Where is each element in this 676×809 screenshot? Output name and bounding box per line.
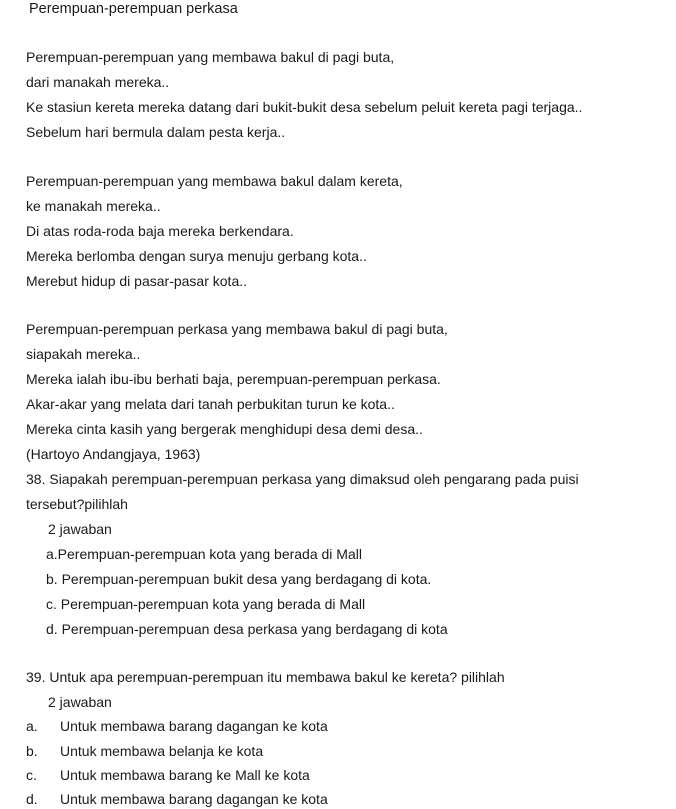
- stanza-3-line-1: Perempuan-perempuan perkasa yang membawa bakul di pagi buta,: [26, 321, 448, 337]
- question-38-option-c[interactable]: c. Perempuan-perempuan kota yang berada di Mall: [46, 596, 366, 612]
- option-text: Untuk membawa barang dagangan ke kota: [60, 718, 328, 734]
- option-text: Untuk membawa barang dagangan ke kota: [60, 791, 328, 807]
- stanza-3-line-3: Mereka ialah ibu-ibu berhati baja, perempuan-perempuan perkasa.: [26, 371, 441, 387]
- option-label: d.: [26, 791, 38, 807]
- stanza-1-line-3: Ke stasiun kereta mereka datang dari bukit-bukit desa sebelum peluit kereta pagi terjaga..: [26, 99, 583, 115]
- poem-title: Perempuan-perempuan perkasa: [29, 1, 238, 17]
- stanza-3-line-2: siapakah mereka..: [26, 346, 141, 362]
- stanza-2-line-3: Di atas roda-roda baja mereka berkendara.: [26, 223, 294, 239]
- question-38-option-b[interactable]: b. Perempuan-perempuan bukit desa yang berdagang di kota.: [46, 571, 432, 587]
- stanza-2-line-1: Perempuan-perempuan yang membawa bakul dalam kereta,: [26, 173, 403, 189]
- stanza-1-line-4: Sebelum hari bermula dalam pesta kerja..: [26, 124, 286, 140]
- question-38-option-a[interactable]: a.Perempuan-perempuan kota yang berada di Mall: [46, 546, 362, 562]
- option-label: a.: [26, 718, 38, 734]
- stanza-3-line-5: Mereka cinta kasih yang bergerak menghidupi desa demi desa..: [26, 421, 423, 437]
- option-label: c.: [26, 767, 37, 783]
- question-39-instruction: 2 jawaban: [48, 694, 112, 710]
- stanza-2-line-4: Mereka berlomba dengan surya menuju gerbang kota..: [26, 248, 367, 264]
- question-38-instruction: 2 jawaban: [48, 521, 112, 537]
- question-39-text: 39. Untuk apa perempuan-perempuan itu membawa bakul ke kereta? pilihlah: [26, 669, 505, 685]
- option-text: Untuk membawa barang ke Mall ke kota: [60, 767, 310, 783]
- stanza-1-line-1: Perempuan-perempuan yang membawa bakul di pagi buta,: [26, 49, 395, 65]
- question-38-option-d[interactable]: d. Perempuan-perempuan desa perkasa yang berdagang di kota: [46, 621, 448, 637]
- citation: (Hartoyo Andangjaya, 1963): [26, 446, 201, 462]
- question-38-text: 38. Siapakah perempuan-perempuan perkasa yang dimaksud oleh pengarang pada puisi: [26, 471, 579, 487]
- option-label: b.: [26, 743, 38, 759]
- option-text: Untuk membawa belanja ke kota: [60, 743, 264, 759]
- stanza-3-line-4: Akar-akar yang melata dari tanah perbukitan turun ke kota..: [26, 396, 395, 412]
- stanza-2-line-2: ke manakah mereka..: [26, 198, 161, 214]
- stanza-2-line-5: Merebut hidup di pasar-pasar kota..: [26, 273, 248, 289]
- question-38-text-cont: tersebut?pilihlah: [26, 496, 128, 512]
- stanza-1-line-2: dari manakah mereka..: [26, 74, 170, 90]
